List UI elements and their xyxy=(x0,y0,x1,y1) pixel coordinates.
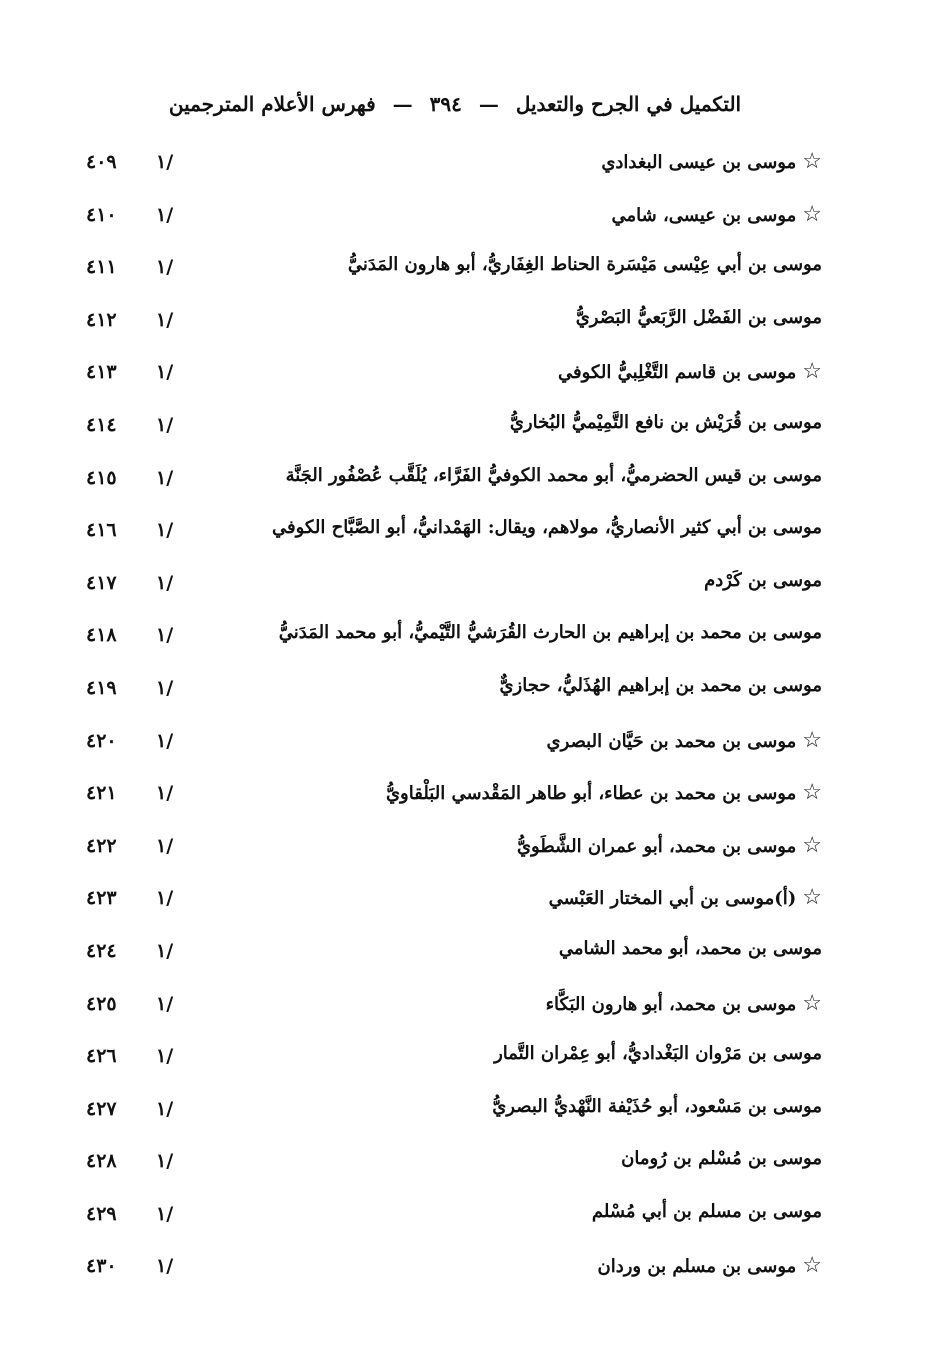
star-icon: ☆ xyxy=(802,149,822,174)
entry-page-number: ٤٢٣ xyxy=(86,887,117,910)
entry-text xyxy=(222,780,822,805)
entry-text xyxy=(222,885,822,910)
entry-volume: ١/ xyxy=(156,571,174,594)
entry-page-number: ٤٢٠ xyxy=(86,729,117,752)
entry-volume: ١/ xyxy=(156,519,174,542)
entry-reference xyxy=(86,361,173,383)
entry-name: موسى بن قيس الحضرميُّ، أبو محمد الكوفيُّ الفَرَّاء، يُلَقَّب عُصْفُور الجَنَّة xyxy=(285,464,822,486)
entry-text xyxy=(222,202,822,227)
star-icon: ☆ xyxy=(802,885,822,911)
index-entry xyxy=(0,722,940,775)
index-entry xyxy=(0,985,940,1038)
entry-text xyxy=(222,307,822,328)
entry-volume: ١/ xyxy=(156,151,174,173)
entry-reference xyxy=(86,309,173,331)
entry-name: موسى بن محمد بن إبراهيم الهُذَليُّ، حجازيٌّ xyxy=(499,674,822,696)
entry-page-number: ٤٢٨ xyxy=(86,1150,117,1173)
entry-text xyxy=(222,1043,822,1064)
star-icon: ☆ xyxy=(802,727,822,753)
index-entry xyxy=(0,1247,940,1300)
entry-text xyxy=(222,570,822,591)
index-entry xyxy=(0,564,940,617)
star-icon: ☆ xyxy=(802,359,822,385)
index-entry xyxy=(0,1037,940,1090)
index-entry xyxy=(0,616,940,669)
entry-text xyxy=(222,465,822,486)
entry-text xyxy=(222,517,822,538)
index-entry xyxy=(0,196,940,249)
entry-reference xyxy=(86,835,173,857)
index-entry xyxy=(0,248,940,301)
entry-reference xyxy=(86,519,173,541)
index-entry xyxy=(0,301,940,354)
entry-text xyxy=(222,728,822,753)
entry-text xyxy=(222,1201,822,1222)
entry-name: موسى بن محمد، أبو عمران الشَّطَويُّ xyxy=(516,835,797,857)
entry-volume: ١/ xyxy=(156,992,174,1015)
star-icon: ☆ xyxy=(802,201,822,227)
entry-reference xyxy=(86,572,173,594)
entry-reference xyxy=(86,782,173,804)
entry-text xyxy=(222,1148,822,1169)
separator: — xyxy=(478,92,499,116)
section-title: فهرس الأعلام المترجمين xyxy=(168,92,376,116)
entry-reference xyxy=(86,256,173,278)
index-entry xyxy=(0,669,940,722)
entry-name: (أ)موسى بن أبي المختار العَبْسي xyxy=(548,888,797,910)
entry-reference xyxy=(86,1203,173,1225)
index-entries xyxy=(0,143,940,1300)
entry-text xyxy=(222,359,822,384)
entry-reference xyxy=(86,467,173,489)
entry-page-number: ٤٢٩ xyxy=(86,1202,117,1225)
entry-page-number: ٤٢٦ xyxy=(86,1045,117,1068)
entry-volume: ١/ xyxy=(156,729,174,752)
index-entry xyxy=(0,459,940,512)
entry-text xyxy=(222,149,822,174)
entry-text xyxy=(222,1253,822,1278)
entry-name: موسى بن محمد، أبو محمد الشامي xyxy=(558,937,822,959)
entry-page-number: ٤١٢ xyxy=(86,308,117,331)
index-entry xyxy=(0,406,940,459)
star-icon: ☆ xyxy=(802,1253,822,1279)
entry-volume: ١/ xyxy=(156,834,174,857)
entry-page-number: ٤١١ xyxy=(86,256,117,279)
entry-name: موسى بن مسلم بن أبي مُسْلم xyxy=(591,1200,822,1222)
entry-page-number: ٤١٧ xyxy=(86,571,117,594)
entry-page-number: ٤٢١ xyxy=(86,782,117,805)
entry-volume: ١/ xyxy=(156,887,174,910)
entry-page-number: ٤١٨ xyxy=(86,624,117,647)
entry-name: موسى بن عيسى البغدادي xyxy=(601,152,797,173)
entry-reference xyxy=(86,414,173,436)
index-entry xyxy=(0,353,940,406)
entry-page-number: ٤٢٢ xyxy=(86,834,117,857)
entry-name: موسى بن محمد بن حَيَّان البصري xyxy=(546,730,797,752)
entry-name: موسى بن محمد بن عطاء، أبو طاهر المَقْدسي البَلْقاويُّ xyxy=(385,783,797,805)
index-entry xyxy=(0,143,940,196)
entry-volume: ١/ xyxy=(156,413,174,436)
entry-reference xyxy=(86,624,173,646)
entry-page-number: ٤١٥ xyxy=(86,466,117,489)
entry-name: موسى بن قُرَيْش بن نافع التَّمِيْميُّ البُخاريُّ xyxy=(509,411,822,433)
entry-text xyxy=(222,622,822,643)
entry-name: موسى بن أبي عِيْسى مَيْسَرة الحناط الغِفَاريُّ، أبو هارون المَدَنيُّ xyxy=(347,254,822,276)
entry-volume: ١/ xyxy=(156,676,174,699)
book-title: التكميل في الجرح والتعديل xyxy=(515,92,742,116)
entry-name: موسى بن الفَضْل الرَّبَعيُّ البَصْريُّ xyxy=(575,306,822,328)
entry-page-number: ٤٣٠ xyxy=(86,1255,117,1278)
entry-reference xyxy=(86,1150,173,1172)
entry-page-number: ٤١٤ xyxy=(86,413,117,436)
index-entry xyxy=(0,511,940,564)
index-entry xyxy=(0,1142,940,1195)
index-entry xyxy=(0,1195,940,1248)
separator: — xyxy=(392,92,413,116)
entry-volume: ١/ xyxy=(156,466,174,489)
entry-page-number: ٤١٠ xyxy=(86,203,117,226)
entry-reference xyxy=(86,677,173,699)
entry-page-number: ٤٢٥ xyxy=(86,992,117,1015)
entry-reference xyxy=(86,1255,173,1277)
entry-reference xyxy=(86,993,173,1015)
entry-reference xyxy=(86,1098,173,1120)
entry-page-number: ٤٢٤ xyxy=(86,939,117,962)
entry-name: موسى بن قاسم التَّغْلِبيُّ الكوفي xyxy=(557,362,797,384)
star-icon: ☆ xyxy=(802,832,822,858)
entry-volume: ١/ xyxy=(156,361,174,384)
entry-volume: ١/ xyxy=(156,624,174,647)
entry-volume: ١/ xyxy=(156,1255,174,1278)
entry-name: موسى بن مَسْعود، أبو حُذَيْفة النَّهْديُّ البصريُّ xyxy=(492,1095,822,1117)
entry-page-number: ٤٢٧ xyxy=(86,1097,117,1120)
entry-name: موسى بن محمد، أبو هارون البَكَّاء xyxy=(545,993,797,1015)
entry-volume: ١/ xyxy=(156,782,174,805)
entry-name: موسى بن مسلم بن وردان xyxy=(597,1256,797,1278)
entry-text xyxy=(222,833,822,858)
entry-volume: ١/ xyxy=(156,256,174,279)
index-entry xyxy=(0,827,940,880)
entry-page-number: ٤١٦ xyxy=(86,519,117,542)
entry-reference xyxy=(86,1045,173,1067)
entry-page-number: ٤٠٩ xyxy=(86,151,117,173)
entry-text xyxy=(222,675,822,696)
entry-reference xyxy=(86,204,173,226)
entry-name: موسى بن عيسى، شامي xyxy=(611,204,797,226)
entry-volume: ١/ xyxy=(156,203,174,226)
index-entry xyxy=(0,879,940,932)
index-entry xyxy=(0,1090,940,1143)
entry-text xyxy=(222,254,822,275)
entry-volume: ١/ xyxy=(156,1045,174,1068)
star-icon: ☆ xyxy=(802,780,822,806)
entry-volume: ١/ xyxy=(156,1097,174,1120)
entry-text xyxy=(222,1096,822,1117)
entry-name: موسى بن محمد بن إبراهيم بن الحارث القُرَشيُّ التَّيْميُّ، أبو محمد المَدَنيُّ xyxy=(278,622,822,644)
entry-name: موسى بن مُسْلم بن رُومان xyxy=(621,1148,822,1170)
entry-text xyxy=(222,412,822,433)
entry-reference xyxy=(86,730,173,752)
entry-page-number: ٤١٣ xyxy=(86,361,117,384)
page-number: ٣٩٤ xyxy=(429,92,462,116)
index-entry xyxy=(0,774,940,827)
entry-name: موسى بن أبي كثير الأنصاريُّ، مولاهم، ويقال: الهَمْدانيُّ، أبو الصَّبَّاح الكوفي xyxy=(272,517,822,539)
entry-reference xyxy=(86,887,173,909)
entry-text xyxy=(222,938,822,959)
entry-volume: ١/ xyxy=(156,939,174,962)
index-entry xyxy=(0,932,940,985)
entry-reference xyxy=(86,151,173,173)
entry-page-number: ٤١٩ xyxy=(86,676,117,699)
entry-name: موسى بن مَرْوان البَغْداديُّ، أبو عِمْران التَّمار xyxy=(494,1043,822,1065)
entry-volume: ١/ xyxy=(156,1150,174,1173)
star-icon: ☆ xyxy=(802,990,822,1016)
entry-volume: ١/ xyxy=(156,308,174,331)
entry-volume: ١/ xyxy=(156,1202,174,1225)
entry-name: موسى بن كَرْدم xyxy=(704,569,822,591)
page-header xyxy=(140,84,770,124)
entry-reference xyxy=(86,940,173,962)
entry-text xyxy=(222,991,822,1016)
